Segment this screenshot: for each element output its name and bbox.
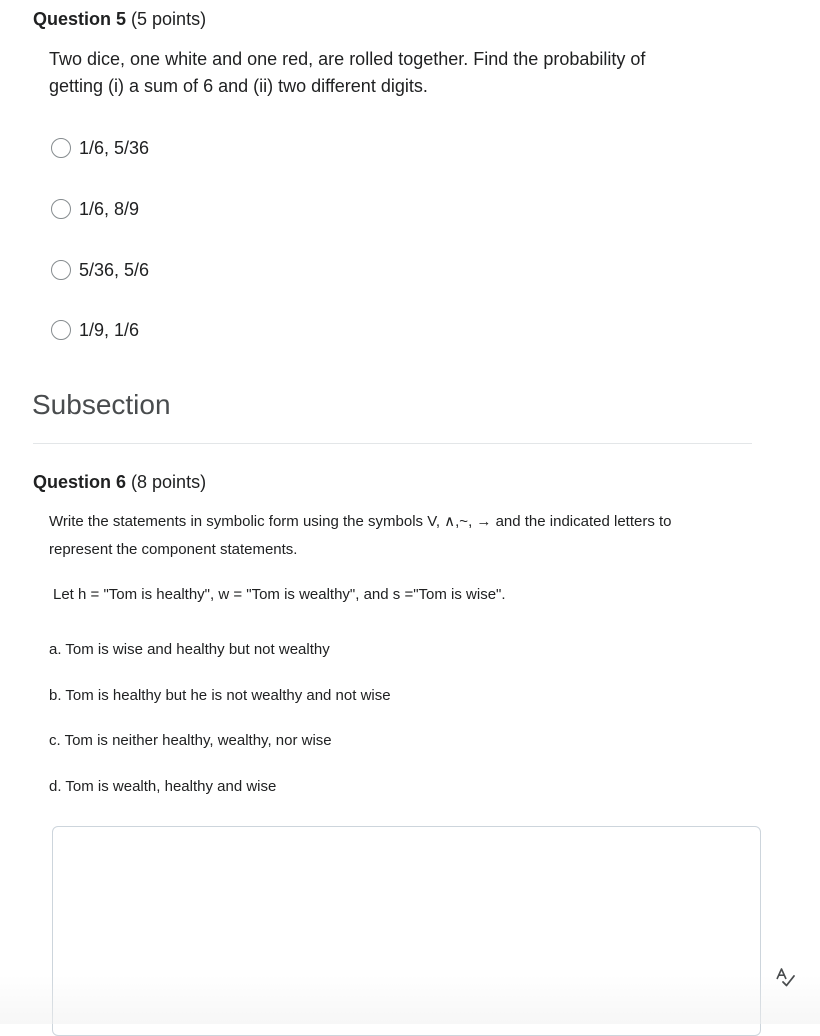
question-6-item-b: b. Tom is healthy but he is not wealthy and not wise xyxy=(49,687,391,704)
spell-check-icon[interactable] xyxy=(774,966,796,988)
question-5-header xyxy=(33,9,206,30)
radio-button[interactable] xyxy=(51,199,71,219)
question-6-item-a: a. Tom is wise and healthy but not wealthy xyxy=(49,641,330,658)
option-label[interactable]: 1/9, 1/6 xyxy=(79,319,140,340)
question-5-points: (5 points) xyxy=(131,9,207,29)
radio-button[interactable] xyxy=(51,320,71,340)
question-6-header xyxy=(33,472,206,493)
question-6-instruction-line-2: represent the component statements. xyxy=(49,541,298,558)
question-5-option-2[interactable] xyxy=(51,196,139,222)
question-6-item-d: d. Tom is wealth, healthy and wise xyxy=(49,778,277,795)
question-5-option-3[interactable] xyxy=(51,257,149,283)
question-6-let-statement: Let h = "Tom is healthy", w = "Tom is wealthy", and s ="Tom is wise". xyxy=(53,586,506,603)
question-5-text-line-1: Two dice, one white and one red, are rolled together. Find the probability of xyxy=(49,49,646,69)
question-5-text xyxy=(49,46,729,100)
option-label[interactable]: 1/6, 5/36 xyxy=(79,137,150,158)
question-6-answer-textarea[interactable] xyxy=(52,826,761,1036)
option-label[interactable]: 5/36, 5/6 xyxy=(79,259,150,280)
question-6-item-c: c. Tom is neither healthy, wealthy, nor wise xyxy=(49,732,332,749)
subsection-title: Subsection xyxy=(32,389,171,420)
question-5-title: Question 5 xyxy=(33,9,127,29)
option-label[interactable]: 1/6, 8/9 xyxy=(79,198,140,219)
question-5-text-line-2: getting (i) a sum of 6 and (ii) two different digits. xyxy=(49,76,428,96)
question-5-option-4[interactable] xyxy=(51,317,139,343)
section-divider xyxy=(33,443,752,444)
question-6-points: (8 points) xyxy=(131,472,207,492)
question-5-option-1[interactable] xyxy=(51,135,149,161)
question-6-instruction-line-1: Write the statements in symbolic form using the symbols V, ∧,~, → and the indicated letters to xyxy=(49,513,672,530)
radio-button[interactable] xyxy=(51,138,71,158)
radio-button[interactable] xyxy=(51,260,71,280)
question-6-title: Question 6 xyxy=(33,472,127,492)
